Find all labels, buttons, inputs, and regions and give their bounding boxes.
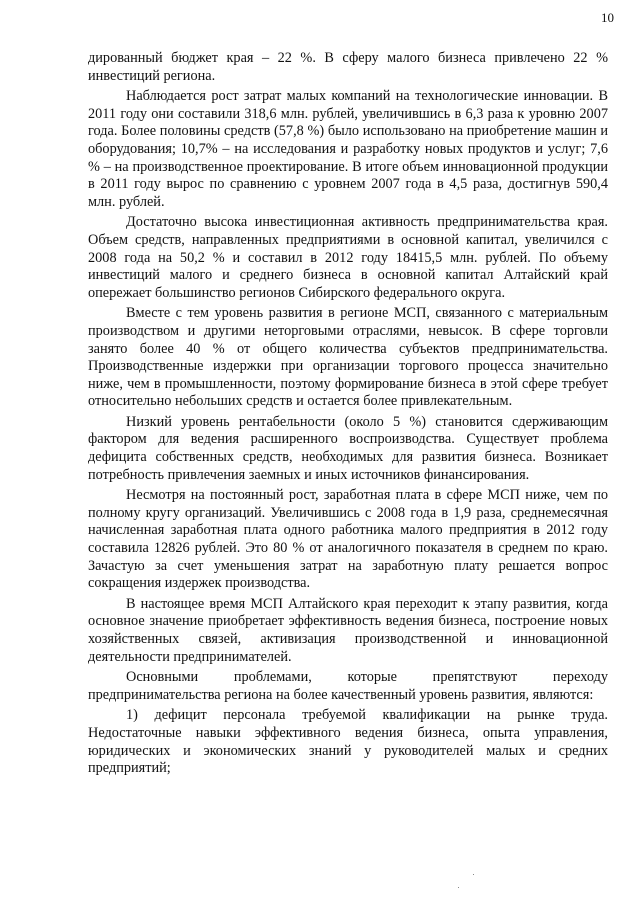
paragraph-profitability: Низкий уровень рентабельности (около 5 %) становится сдерживающим фактором для ведения расширенного воспроизводства. Существует проблема дефицита собственных средств, необходимых для развития бизнеса. Возникает потребность привлечения заемных и иных источников финансирования. bbox=[88, 413, 608, 483]
paragraph-main-problems: Основными проблемами, которые препятствуют переходу предпринимательства региона на более качественный уровень развития, являются: bbox=[88, 669, 608, 703]
paragraph-investment-activity: Достаточно высока инвестиционная активность предпринимательства края. Объем средств, направленных предприятиями в основной капитал, увеличился с 2008 года на 50,2 % и составил в 2012 году 18415,5 млн. рублей. По объему инвестиций малого и среднего бизнеса в основной капитал Алтайский край опережает большинство регионов Сибирского федерального округа. bbox=[88, 214, 608, 301]
scan-speck bbox=[473, 874, 474, 875]
paragraph-wages: Несмотря на постоянный рост, заработная плата в сфере МСП ниже, чем по полному кругу организаций. Увеличившись с 2008 года в 1,9 раза, среднемесячная начисленная заработная плата одного работника малого предприятия в 2012 году составила 12826 рублей. Это 80 % от аналогичного показателя в среднем по краю. Зачастую за счет уменьшения затрат на заработную плату решается вопрос сокращения издержек производства. bbox=[88, 487, 608, 592]
paragraph-continuation: дированный бюджет края – 22 %. В сферу малого бизнеса привлечено 22 % инвестиций региона. bbox=[88, 50, 608, 84]
paragraph-trade-sector: Вместе с тем уровень развития в регионе МСП, связанного с материальным производством и другими неторговыми отраслями, невысок. В сфере торговли занято более 40 % от общего количества субъектов предпринимательства. Производственные издержки при организации торгового процесса значительно ниже, чем в промышленности, поэтому формирование бизнеса в этой сфере требует относительно небольших средств и остается более привлекательным. bbox=[88, 305, 608, 410]
page-number: 10 bbox=[601, 10, 614, 25]
paragraph-development-stage: В настоящее время МСП Алтайского края переходит к этапу развития, когда основное значение приобретает эффективность ведения бизнеса, построение новых хозяйственных связей, активизация производственной и инновационной деятельности предпринимателей. bbox=[88, 595, 608, 665]
body-text bbox=[88, 50, 608, 778]
scan-speck bbox=[458, 887, 459, 888]
paragraph-innovation-costs: Наблюдается рост затрат малых компаний на технологические инновации. В 2011 году они составили 318,6 млн. рублей, увеличившись в 6,3 раза к уровню 2007 года. Более половины средств (57,8 %) было использовано на приобретение машин и оборудования; 10,7% – на исследования и разработку новых продуктов и услуг; 7,6 % – на производственное проектирование. В итоге объем инновационной продукции в 2011 году вырос по сравнению с уровнем 2007 года в 4,5 раза, достигнув 590,4 млн. рублей. bbox=[88, 88, 608, 210]
list-item-1: 1) дефицит персонала требуемой квалификации на рынке труда. Недостаточные навыки эффективного ведения бизнеса, опыта управления, юридических и экономических знаний у руководителей малых и средних предприятий; bbox=[88, 707, 608, 777]
